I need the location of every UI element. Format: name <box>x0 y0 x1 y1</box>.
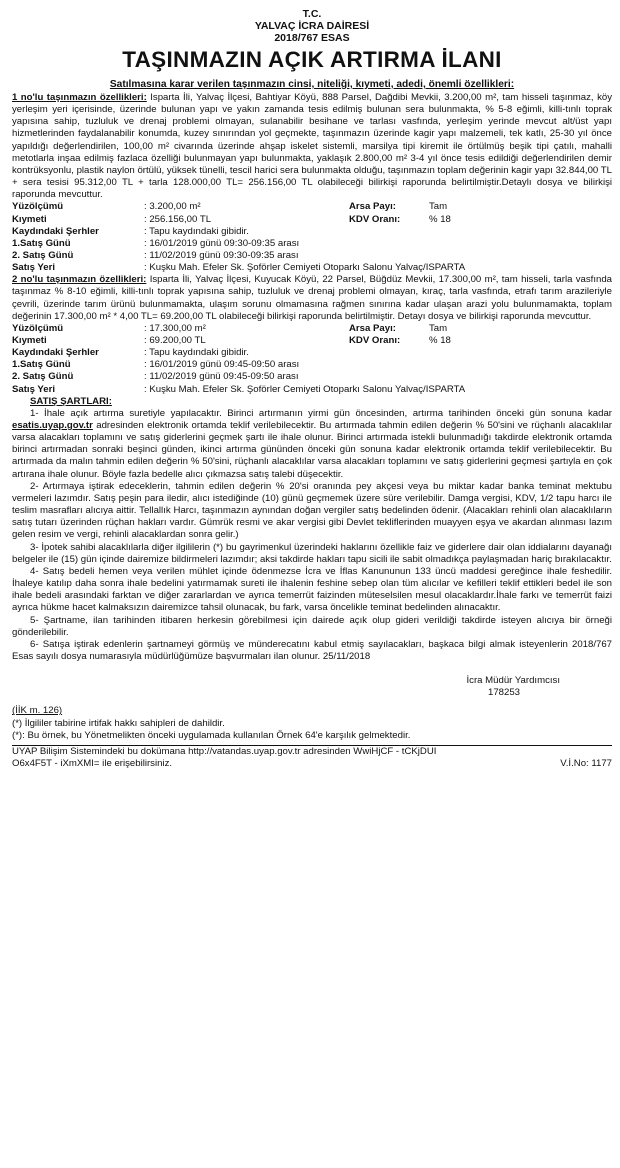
share-value: Tam <box>429 322 448 334</box>
uyap-line-1: UYAP Bilişim Sistemindeki bu dokümana http://vatandas.uyap.gov.tr adresinden WwiHjCF - tCKjDUI <box>12 745 437 757</box>
footnote-2: (*): Bu örnek, bu Yönetmelikten önceki uygulamada kullanılan Örnek 64'e karşılık gelmektedir. <box>12 729 411 741</box>
condition-5: 5- Şartname, ilan tarihinden itibaren herkesin görebilmesi için dairede açık olup gideri verildiği takdirde isteyen alıcıya bir örneği gönderilebilir. <box>12 614 612 638</box>
property-2-area-row <box>12 323 612 335</box>
annotations-label: Kaydındaki Şerhler <box>12 347 99 359</box>
property-1-sale-place-row <box>12 262 612 274</box>
condition-1 <box>12 408 612 481</box>
sale-place-value: : Kuşku Mah. Efeler Sk. Şoförler Cemiyeti Otoparkı Salonu Yalvaç/ISPARTA <box>144 262 466 274</box>
footnote-reference <box>12 705 612 717</box>
vat-value: % 18 <box>429 335 451 347</box>
annotations-label: Kaydındaki Şerhler <box>12 225 99 237</box>
law-reference: (İİK m. 126) <box>12 705 63 717</box>
vat-label: KDV Oranı: <box>349 213 401 225</box>
value-label: Kıymeti <box>12 213 47 225</box>
sale-place-label: Satış Yeri <box>12 383 56 395</box>
sale-place-label: Satış Yeri <box>12 262 56 274</box>
condition-3: 3- İpotek sahibi alacaklılarla diğer ilgililerin (*) bu gayrimenkul üzerindeki haklarını özellikle faiz ve giderlere dair olan iddialarını dayanağı belgeler ile (15) gün içinde dairemize bildirmeleri lazımdır; aksi takdirde hakları tapu sicili ile sabit olmadıkça paylaşmadan hariç bırakılacaktır. <box>12 541 612 565</box>
header-tc: T.C. <box>302 8 322 20</box>
property-1-sale-day-2-row <box>12 250 612 262</box>
property-2-sale-place-row <box>12 384 612 396</box>
property-1-description <box>12 92 612 201</box>
property-1-text: Isparta İli, Yalvaç İlçesi, Bahtiyar Köyü, 888 Parsel, Dağdibi Mevkii, 3.200,00 m², tam hisseli taşınmaz, köy yerleşim yeri içerisinde, üzerinde bulunan yapı ve yakın zamanda tesis edilmiş bulunan sera bulunmakta, % 5-8 eğimli, killi-tınlı toprak yapısına sahip, tuzluluk ve drenaj problemi olmayan, sulanabilir besihane ve tarlası vasfında, yerleşim yerinde mevcut alt/üst yapı hizmetlerinden faydalanabilir konumda, kuzey sınırından yol geçmekte, taşınmazın üzerinde kagir yapı malzemeli, tek katlı, 25-30 yıl önce yapıldığı değerlendirilen, 100,00 m² civarında üzerinde ahşap iskelet sistemli, marsilya tipi kiremit ile örtülmüş beşik tipi çatılı, mahalli metotlarla inşaa edilmiş fazlaca özelliği bulunmayan yapı bulunmakta, yaklaşık 2.800,00 m² 3-4 yıl önce tesis edildiği değerlendirilen demir kontrüksyonlu, plastik naylon örtülü, yüksek tünelli, tescil harici sera bulunmakta olduğu, taşınmazın toplam değerinin kagir yapı 32.844,00 TL + sera tesisi 95.312,00 TL + tarla 128.000,00 TL= 256.156,00 TL olabileceği bilirkişi raporunda belirtilmiştir.Detaylı dosya ve bilirkişi raporunda mevcuttur. <box>12 92 612 201</box>
share-label: Arsa Payı: <box>349 322 396 334</box>
condition-2: 2- Artırmaya iştirak edeceklerin, tahmin edilen değerin % 20'si oranında pey akçesi veya bu miktar kadar banka teminat mektubu vermeleri lazımdır. Satış peşin para iledir, alıcı istediğinde (10) günü geçmemek üzere süre verilebilir. Damga vergisi, KDV, 1/2 tapu harcı ile teslim masrafları alıcıya aittir. Tellallık Harcı, taşınmazın aynından doğan vergiler satış bedelinden ödenir. (Alacakları rehinli olan alacaklıların satış tutarı üzerinden rüçhan hakları vardır. Gümrük resmi ve akar vergisi gibi Devlet tekliflerinden muayyen eşya ve akardan alınması lazım gelen resim ve vergi, rehinli alacaklardan sonra gelir.) <box>12 480 612 541</box>
condition-1-text-b: adresinden elektronik ortamda teklif verilebilecektir. Bu artırmada tahmin edilen değerin % 50'sini ve rüçhanlı alacaklılar varsa alacakları toplamını ve satış giderlerini geçmek şartı ile ihale olunur. Birinci artırmada istekli bulunmadığı takdirde elektronik ortamda birinci artırmadan sonraki beşinci günden, ikinci artırma gününden önceki gün sonuna kadar elektronik ortamda teklif verilebilecektir. Bu artırmada da malın tahmin edilen değerin % 50'sini, rüçhanlı alacaklılar varsa alacakları toplamını ve satış giderlerini geçmesi şartıyla en çok artırana ihale olunur. Böyle fazla bedelle alıcı çıkmazsa satış talebi düşecektir. <box>12 420 612 480</box>
property-2-sale-day-1-row <box>12 359 612 371</box>
annotations-value: : Tapu kaydındaki gibidir. <box>144 225 249 237</box>
property-2-sale-day-2-row <box>12 371 612 383</box>
sale-day-2-label: 2. Satış Günü <box>12 371 74 383</box>
footnote-1: (*) İlgililer tabirine irtifak hakkı sahipleri de dahildir. <box>12 717 225 729</box>
share-value: Tam <box>429 201 448 213</box>
vat-value: % 18 <box>429 213 451 225</box>
property-2-text: Isparta İli, Yalvaç İlçesi, Kuyucak Köyü, 22 Parsel, Büğdüz Mevkii, 17.300,00 m², tam hisseli, tarla vasfında taşınmaz % 8-10 eğimli, killi-tınlı toprak yapısına sahip, tuzluluk ve drenaj problemi olmayan, kıraç, tarla vasfında, etrafı tarım arazileriyle çevrili, üzerinde tarım ürünü bulunmamakta, ulaşım sorunu olmamasına rağmen sınırına kadar ulaşan arazi yolu bulunmamakta, toplam değerinin 17.300,00 m² * 4,00 TL= 69.200,00 TL olabileceği bilirkişi raporunda belirtilmiştir. Detayı dosya ve bilirkişi raporunda mevcuttur. <box>12 274 613 322</box>
condition-4: 4- Satış bedeli hemen veya verilen mühlet içinde ödenmezse İcra ve İflas Kanununun 133 üncü maddesi gereğince ihale feshedilir. İhaleye katılıp daha sonra ihale bedelini yatırmamak sureti ile ihalenin feshine sebep olan tüm alıcılar ve kefilleri teklif ettikleri bedel ile son ihale bedeli arasındaki farktan ve diğer zararlardan ve ayrıca temerrüt faizinden müteselsilen mesul olacaklardır.İhale farkı ve temerrüt faizi ayrıca hükme hacet kalmaksızın dairemizce tahsil olunacak, bu fark, varsa öncelikle teminat bedelinden alınacaktır. <box>12 565 612 614</box>
conditions-heading: SATIŞ ŞARTLARI: <box>30 395 112 407</box>
sale-day-1-value: : 16/01/2019 günü 09:45-09:50 arası <box>144 359 300 371</box>
property-2-annotations-row <box>12 347 612 359</box>
share-label: Arsa Payı: <box>349 201 396 213</box>
condition-6: 6- Satışa iştirak edenlerin şartnameyi görmüş ve münderecatını kabul etmiş sayılacakları, başkaca bilgi almak isteyenlerin 2018/767 Esas sayılı dosya numarasıyla müdürlüğümüze başvurmaları ilan olunur. 25/11/2018 <box>12 638 612 662</box>
sale-day-1-label: 1.Satış Günü <box>12 359 71 371</box>
page-title: TAŞINMAZIN AÇIK ARTIRMA İLANI <box>122 47 502 72</box>
sale-day-2-value: : 11/02/2019 günü 09:45-09:50 arası <box>144 371 299 383</box>
sale-day-1-label: 1.Satış Günü <box>12 237 71 249</box>
area-label: Yüzölçümü <box>12 322 64 334</box>
uyap-line-2: O6x4F5T - iXmXMI= ile erişebilirsiniz. <box>12 758 173 770</box>
property-2-value-row <box>12 335 612 347</box>
sale-day-2-value: : 11/02/2019 günü 09:30-09:35 arası <box>144 249 299 261</box>
announcement-page <box>12 0 612 770</box>
section-subtitle: Satılmasına karar verilen taşınmazın cinsi, niteliği, kıymeti, adedi, önemli özellikleri: <box>109 79 515 90</box>
property-2-description <box>12 274 612 323</box>
uyap-line-2-row <box>12 758 612 770</box>
version-number: V.İ.No: 1177 <box>560 758 612 770</box>
signature-number: 178253 <box>487 687 520 699</box>
sale-day-2-label: 2. Satış Günü <box>12 249 74 261</box>
header-office: YALVAÇ İCRA DAİRESİ <box>254 20 370 32</box>
property-1-area-row <box>12 201 612 213</box>
header-case-number: 2018/767 ESAS <box>274 32 350 44</box>
sale-day-1-value: : 16/01/2019 günü 09:30-09:35 arası <box>144 237 300 249</box>
signature-title: İcra Müdür Yardımcısı <box>466 675 560 687</box>
property-1-heading: 1 no'lu taşınmazın özellikleri: <box>12 92 147 103</box>
condition-1-text-a: 1- İhale açık artırma suretiyle yapılacaktır. Birinci artırmanın yirmi gün öncesinden, artırma tarihinden önceki gün sonuna kadar <box>30 407 612 419</box>
area-value: : 3.200,00 m² <box>144 201 201 213</box>
esatis-link[interactable]: esatis.uyap.gov.tr <box>12 420 93 432</box>
property-2-heading: 2 no'lu taşınmazın özellikleri: <box>12 274 147 286</box>
annotations-value: : Tapu kaydındaki gibidir. <box>144 347 249 359</box>
value-amount: : 69.200,00 TL <box>144 335 206 347</box>
property-1-sale-day-1-row <box>12 238 612 250</box>
property-1-annotations-row <box>12 226 612 238</box>
area-label: Yüzölçümü <box>12 201 64 213</box>
vat-label: KDV Oranı: <box>349 335 401 347</box>
value-label: Kıymeti <box>12 335 47 347</box>
property-1-value-row <box>12 214 612 226</box>
sale-place-value: : Kuşku Mah. Efeler Sk. Şoförler Cemiyeti Otoparkı Salonu Yalvaç/ISPARTA <box>144 383 466 395</box>
value-amount: : 256.156,00 TL <box>144 213 212 225</box>
area-value: : 17.300,00 m² <box>144 322 206 334</box>
